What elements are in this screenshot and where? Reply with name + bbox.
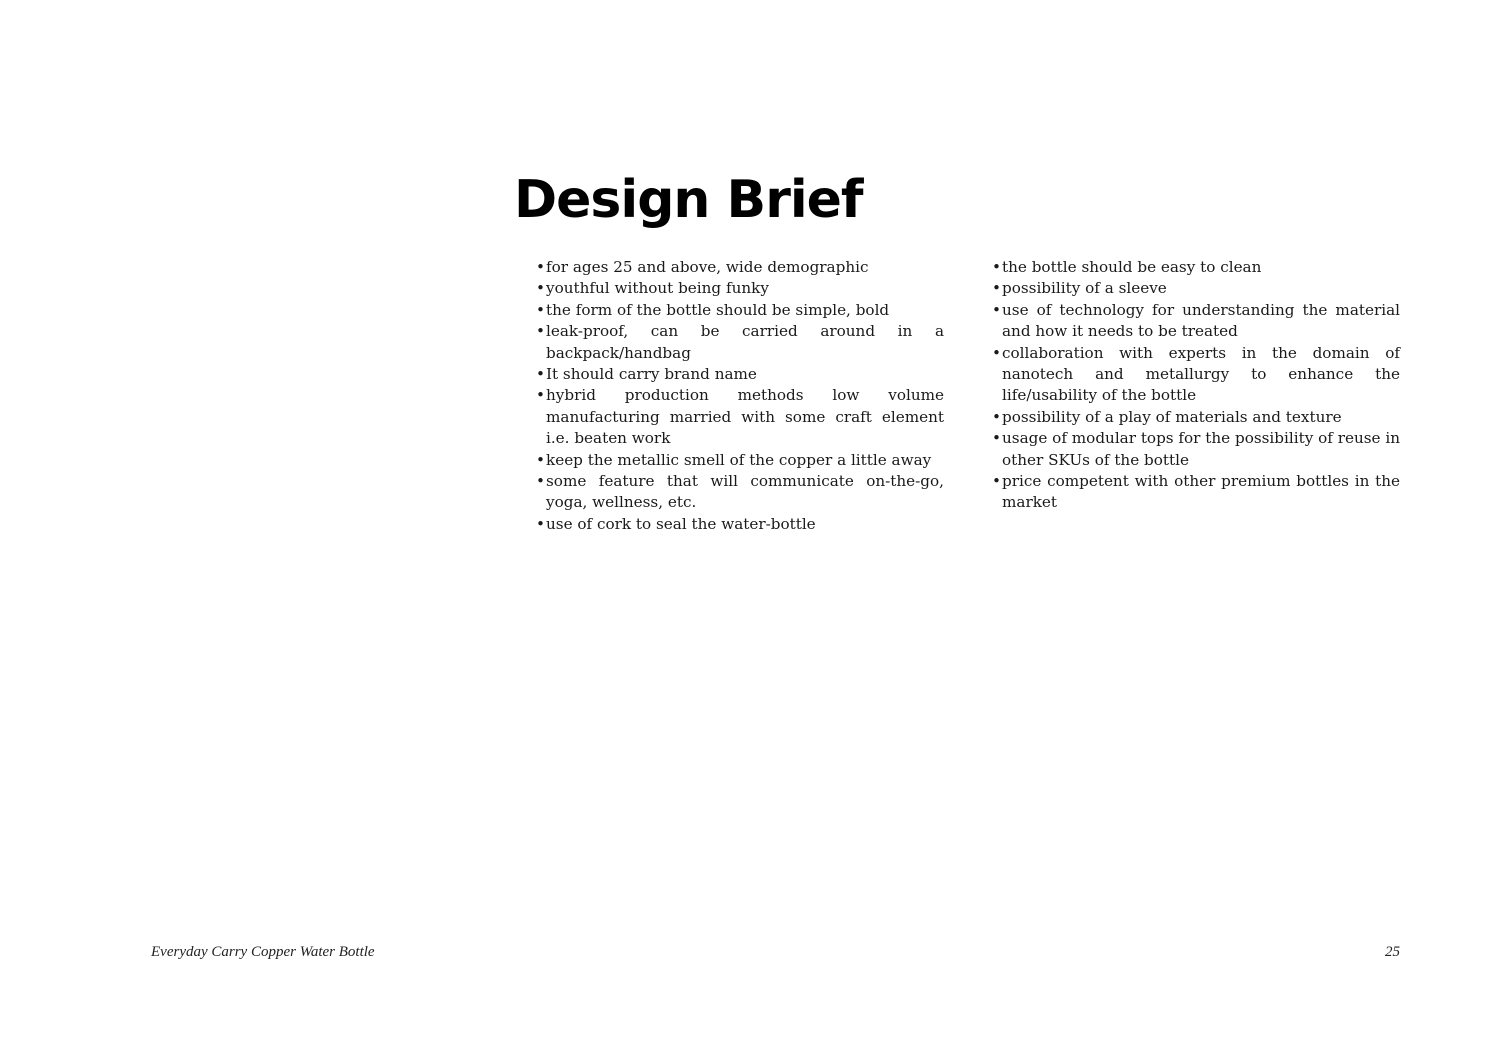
- list-item-text: youthful without being funky: [546, 279, 769, 298]
- list-item-text: leak-proof, can be carried around in a backpack/handbag: [546, 322, 944, 362]
- list-item-text: the bottle should be easy to clean: [1002, 258, 1262, 276]
- list-item-text: collaboration with experts in the domain of nanotech and metallurgy to enhance the life/usability of the bottle: [1002, 343, 1400, 405]
- page-number: 25: [1385, 944, 1400, 960]
- list-item-text: the form of the bottle should be simple, bold: [546, 300, 890, 319]
- bullet: •: [536, 514, 545, 533]
- bullet: •: [992, 300, 1001, 319]
- footer-document-title: Everyday Carry Copper Water Bottle: [151, 944, 375, 960]
- list-item: [992, 257, 1400, 278]
- bullet: •: [536, 386, 545, 405]
- bullet: •: [992, 258, 1001, 276]
- list-item: [992, 407, 1400, 428]
- bullet: •: [992, 472, 1001, 491]
- list-item-text: hybrid production methods low volume manufacturing married with some craft element i.e. beaten work: [546, 386, 944, 448]
- list-item: [992, 343, 1400, 407]
- bullet: •: [536, 258, 545, 276]
- bullet: •: [536, 322, 545, 341]
- bullet: •: [536, 300, 545, 319]
- list-item-text: some feature that will communicate on-the-go, yoga, wellness, etc.: [546, 472, 944, 512]
- list-item: [536, 514, 944, 535]
- brief-list-right: [992, 257, 1400, 514]
- list-item-text: usage of modular tops for the possibility of reuse in other SKUs of the bottle: [1002, 429, 1400, 469]
- list-item: [992, 300, 1400, 343]
- list-item-text: price competent with other premium bottles in the market: [1002, 472, 1400, 512]
- list-item-text: It should carry brand name: [546, 365, 757, 384]
- bullet: •: [536, 279, 545, 298]
- list-item-text: use of cork to seal the water-bottle: [546, 514, 816, 533]
- bullet: •: [992, 407, 1001, 426]
- page-title: Design Brief: [514, 170, 863, 230]
- list-item: [992, 471, 1400, 514]
- bullet: •: [536, 450, 545, 469]
- list-item-text: possibility of a play of materials and texture: [1002, 407, 1342, 426]
- bullet: •: [992, 279, 1001, 298]
- list-item: [536, 450, 944, 471]
- list-item: [992, 428, 1400, 471]
- list-item-text: keep the metallic smell of the copper a little away: [546, 450, 932, 469]
- list-item: [536, 321, 944, 364]
- list-item: [536, 278, 944, 299]
- bullet: •: [536, 472, 545, 491]
- list-item-text: possibility of a sleeve: [1002, 279, 1167, 298]
- list-item: [536, 471, 944, 514]
- list-item: [536, 257, 944, 278]
- list-item: [992, 278, 1400, 299]
- bullet: •: [992, 343, 1001, 362]
- list-item: [536, 385, 944, 449]
- brief-list-left: [536, 257, 944, 535]
- bullet: •: [992, 429, 1001, 448]
- bullet: •: [536, 365, 545, 384]
- list-item-text: for ages 25 and above, wide demographic: [546, 258, 869, 276]
- list-item: [536, 300, 944, 321]
- list-item: [536, 364, 944, 385]
- list-item-text: use of technology for understanding the material and how it needs to be treated: [1002, 300, 1400, 341]
